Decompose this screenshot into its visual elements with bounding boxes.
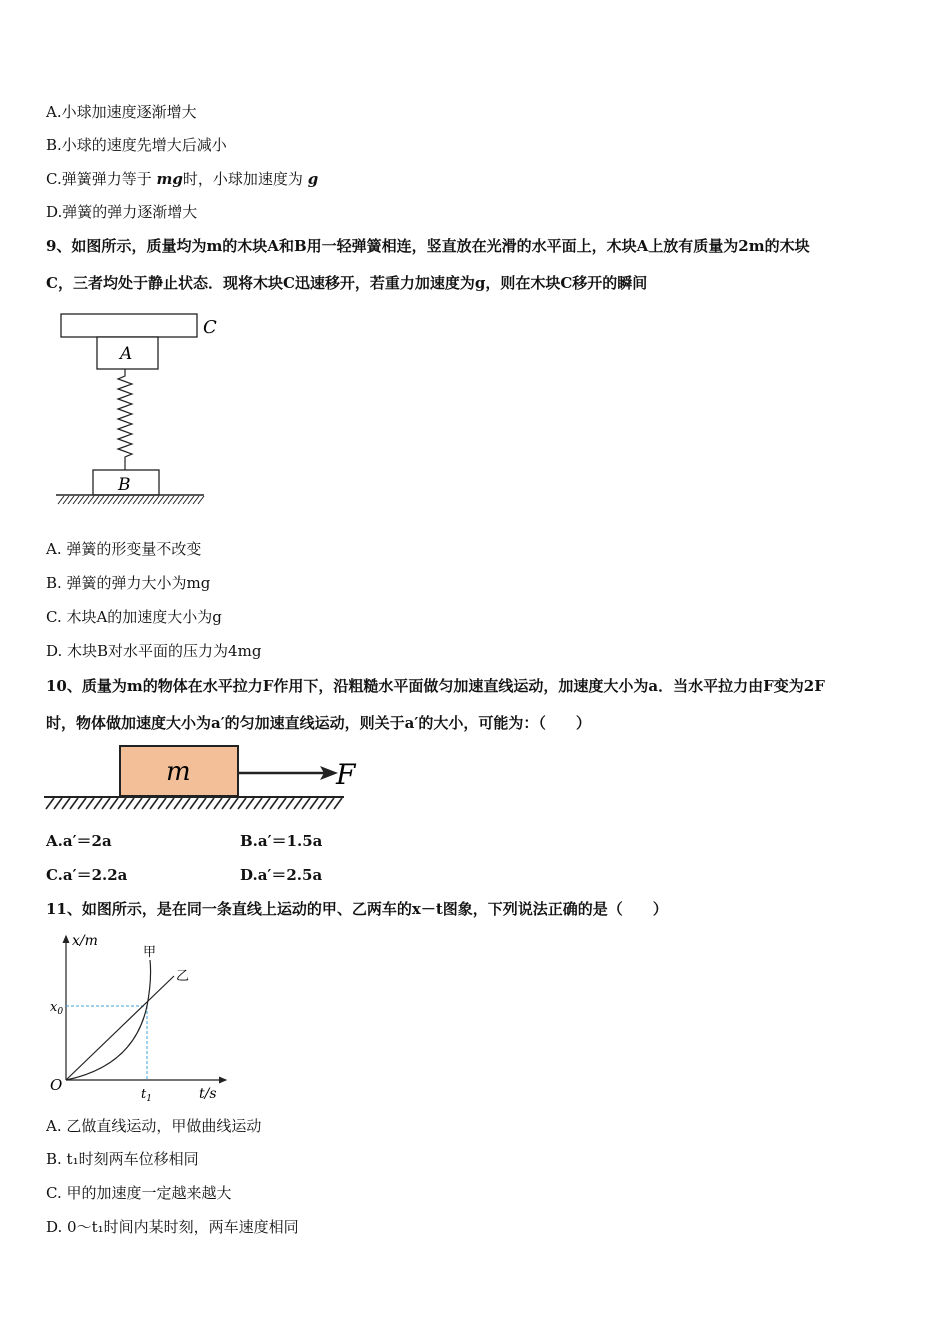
ground-hatch bbox=[46, 798, 342, 809]
option-letter: D. bbox=[46, 203, 63, 221]
label-f: F bbox=[336, 758, 356, 791]
label-a: A bbox=[120, 344, 133, 364]
x-axis-label: t/s bbox=[199, 1086, 217, 1102]
var-mg: mg bbox=[156, 170, 183, 188]
q11-figure-xt-graph bbox=[44, 928, 234, 1106]
q11-option-a: A. 乙做直线运动，甲做曲线运动 bbox=[46, 1117, 262, 1135]
label-c: C bbox=[203, 317, 217, 338]
option-letter: C. bbox=[46, 170, 62, 188]
spring bbox=[118, 369, 132, 470]
q10-stem-line2: 时，物体做加速度大小为a′的匀加速直线运动，则关于a′的大小，可能为：（ ） bbox=[46, 714, 591, 732]
jia-label: 甲 bbox=[143, 945, 157, 960]
option-text: 小球加速度逐渐增大 bbox=[61, 103, 197, 121]
ground-hatch bbox=[58, 496, 204, 504]
q9-option-b: B. 弹簧的弹力大小为mg bbox=[46, 574, 211, 592]
option-letter: B. bbox=[46, 136, 62, 154]
q9-stem-line1: 9、如图所示，质量均为m的木块A和B用一轻弹簧相连，竖直放在光滑的水平面上，木块A上放有质量为2m的木块 bbox=[46, 237, 810, 255]
q9-option-a: A. 弹簧的形变量不改变 bbox=[46, 540, 202, 558]
q8-option-a bbox=[46, 102, 197, 122]
q9-stem-line2: C，三者均处于静止状态．现将木块C迅速移开，若重力加速度为g，则在木块C移开的瞬间 bbox=[46, 274, 648, 292]
q11-option-b: B. t₁时刻两车位移相同 bbox=[46, 1150, 199, 1168]
q9-option-d: D. 木块B对水平面的压力为4mg bbox=[46, 642, 262, 660]
label-m: m bbox=[166, 757, 191, 787]
yi-line bbox=[66, 976, 174, 1080]
yi-label: 乙 bbox=[176, 969, 190, 984]
jia-curve bbox=[66, 960, 151, 1080]
option-text: 弹簧的弹力逐渐增大 bbox=[62, 203, 198, 221]
q11-option-c: C. 甲的加速度一定越来越大 bbox=[46, 1184, 232, 1202]
q10-option-b: B.a′＝1.5a bbox=[240, 832, 323, 850]
option-letter: A. bbox=[46, 103, 62, 121]
y-axis-label: x/m bbox=[72, 933, 98, 949]
option-text: 弹簧弹力等于 bbox=[61, 170, 152, 188]
t1-label: $t_1$ bbox=[141, 1087, 152, 1104]
option-text: 小球的速度先增大后减小 bbox=[61, 136, 227, 154]
q11-option-d: D. 0～t₁时间内某时刻，两车速度相同 bbox=[46, 1218, 299, 1236]
q10-option-d: D.a′＝2.5a bbox=[240, 866, 323, 884]
option-text: 时，小球加速度为 bbox=[182, 170, 303, 188]
q8-option-b bbox=[46, 135, 227, 155]
q8-option-c bbox=[46, 169, 318, 189]
origin-label: O bbox=[50, 1076, 63, 1094]
x0-label: $x_0$ bbox=[50, 1000, 64, 1017]
q8-option-d bbox=[46, 202, 197, 222]
label-b: B bbox=[118, 475, 131, 495]
var-g: g bbox=[307, 170, 319, 188]
q9-option-c: C. 木块A的加速度大小为g bbox=[46, 608, 222, 626]
q11-stem: 11、如图所示，是在同一条直线上运动的甲、乙两车的x－t图象，下列说法正确的是（ ） bbox=[46, 900, 668, 918]
q10-figure-block-force bbox=[44, 742, 364, 814]
q10-option-a: A.a′＝2a bbox=[46, 832, 112, 850]
q9-figure-spring-blocks bbox=[50, 308, 230, 513]
q10-option-c: C.a′＝2.2a bbox=[46, 866, 128, 884]
q10-stem-line1: 10、质量为m的物体在水平拉力F作用下，沿粗糙水平面做匀加速直线运动，加速度大小为a．当水平拉力由F变为2F bbox=[46, 677, 825, 695]
block-c bbox=[61, 314, 197, 337]
